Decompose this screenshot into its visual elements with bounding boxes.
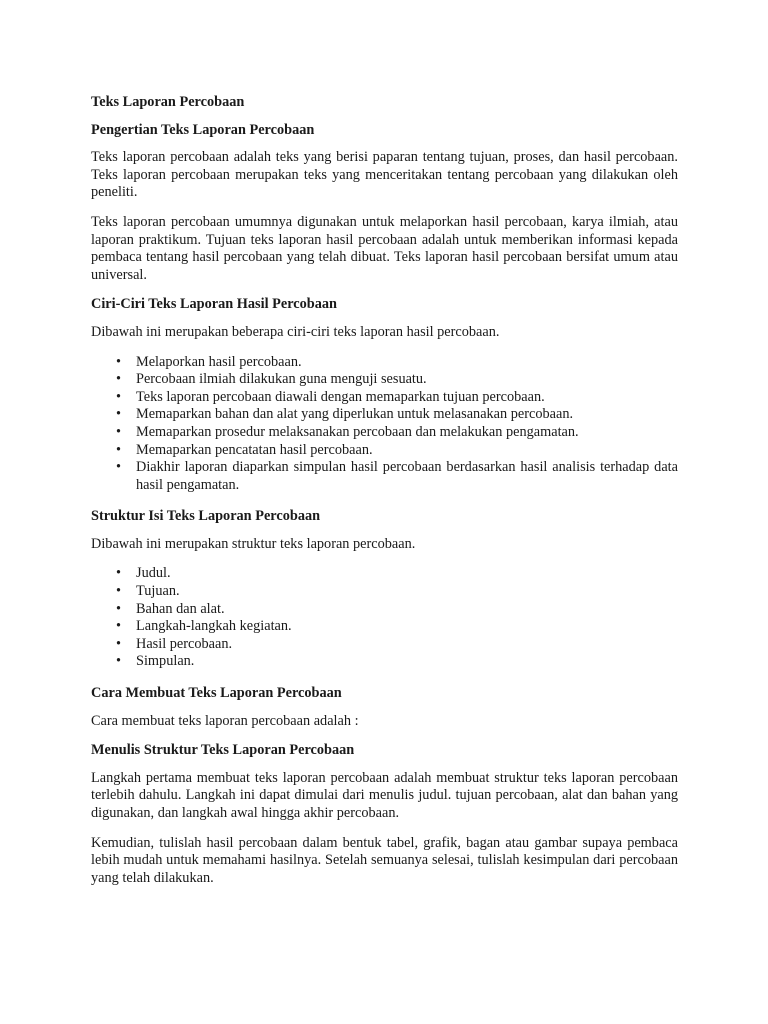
bullet-icon: • — [116, 353, 122, 370]
list-item-text: Memaparkan prosedur melaksanakan percobaan dan melakukan pengamatan. — [136, 423, 579, 440]
list-item-text: Memaparkan bahan dan alat yang diperlukan untuk melasanakan percobaan. — [136, 406, 574, 423]
bullet-icon: • — [116, 635, 122, 652]
list-struktur — [91, 565, 678, 671]
bullet-icon: • — [116, 653, 122, 670]
paragraph-pengertian-2: Teks laporan percobaan umumnya digunakan untuk melaporkan hasil percobaan, karya ilmiah, atau laporan praktikum. Tujuan teks laporan hasil percobaan adalah untuk memberikan informasi kepada pembaca tentang hasil percobaan yang telah dibuat. Teks laporan hasil percobaan bersifat umum atau universal. — [91, 213, 678, 283]
bullet-icon: • — [116, 565, 122, 582]
list-item-text: Melaporkan hasil percobaan. — [136, 353, 302, 370]
list-item-text: Percobaan ilmiah dilakukan guna menguji sesuatu. — [136, 371, 427, 388]
list-item-text: Hasil percobaan. — [136, 635, 233, 652]
bullet-icon: • — [116, 371, 122, 388]
paragraph-ciri-intro: Dibawah ini merupakan beberapa ciri-ciri teks laporan hasil percobaan. — [91, 323, 500, 340]
list-item-text: Langkah-langkah kegiatan. — [136, 618, 292, 635]
list-item — [91, 371, 678, 389]
heading-menulis: Menulis Struktur Teks Laporan Percobaan — [91, 742, 355, 759]
list-item-text: Teks laporan percobaan diawali dengan memaparkan tujuan percobaan. — [136, 388, 545, 405]
list-item-text: Memaparkan pencatatan hasil percobaan. — [136, 441, 373, 458]
list-item — [91, 565, 678, 583]
bullet-icon: • — [116, 406, 122, 423]
document-title: Teks Laporan Percobaan — [91, 94, 245, 110]
bullet-icon: • — [116, 618, 122, 635]
list-item-text: Simpulan. — [136, 653, 195, 670]
list-item — [91, 601, 678, 619]
list-item — [91, 459, 678, 494]
bullet-icon: • — [116, 423, 122, 440]
list-item-text: Tujuan. — [136, 583, 180, 600]
list-item — [91, 424, 678, 442]
bullet-icon: • — [116, 583, 122, 600]
list-item — [91, 653, 678, 671]
list-item — [91, 354, 678, 372]
list-item — [91, 583, 678, 601]
bullet-icon: • — [116, 441, 122, 458]
list-ciri — [91, 354, 678, 495]
bullet-icon: • — [116, 600, 122, 617]
heading-cara: Cara Membuat Teks Laporan Percobaan — [91, 685, 342, 702]
heading-ciri: Ciri-Ciri Teks Laporan Hasil Percobaan — [91, 296, 337, 313]
list-item-text: Judul. — [136, 565, 171, 582]
paragraph-cara-intro: Cara membuat teks laporan percobaan adalah : — [91, 712, 359, 729]
list-item — [91, 406, 678, 424]
list-item — [91, 442, 678, 460]
heading-struktur: Struktur Isi Teks Laporan Percobaan — [91, 508, 321, 525]
list-item — [91, 618, 678, 636]
paragraph-struktur-intro: Dibawah ini merupakan struktur teks laporan percobaan. — [91, 535, 416, 552]
heading-pengertian: Pengertian Teks Laporan Percobaan — [91, 121, 315, 138]
paragraph-menulis-2: Kemudian, tulislah hasil percobaan dalam bentuk tabel, grafik, bagan atau gambar supaya pembaca lebih mudah untuk memahami hasilnya. Setelah semuanya selesai, tulislah kesimpulan dari percobaan yang telah dilakukan. — [91, 834, 678, 886]
paragraph-menulis-1: Langkah pertama membuat teks laporan percobaan adalah membuat struktur teks laporan percobaan terlebih dahulu. Langkah ini dapat dimulai dari menulis judul. tujuan percobaan, alat dan bahan yang digunakan, dan langkah awal hingga akhir percobaan. — [91, 769, 678, 821]
bullet-icon: • — [116, 459, 122, 476]
paragraph-pengertian-1: Teks laporan percobaan adalah teks yang berisi paparan tentang tujuan, proses, dan hasil percobaan. Teks laporan percobaan merupakan teks yang menceritakan tentang percobaan yang dilakukan oleh peneliti. — [91, 149, 678, 201]
list-item-text: Diakhir laporan diaparkan simpulan hasil percobaan berdasarkan hasil analisis terhadap data hasil pengamatan. — [136, 459, 678, 493]
bullet-icon: • — [116, 388, 122, 405]
list-item — [91, 389, 678, 407]
list-item-text: Bahan dan alat. — [136, 600, 225, 617]
list-item — [91, 636, 678, 654]
